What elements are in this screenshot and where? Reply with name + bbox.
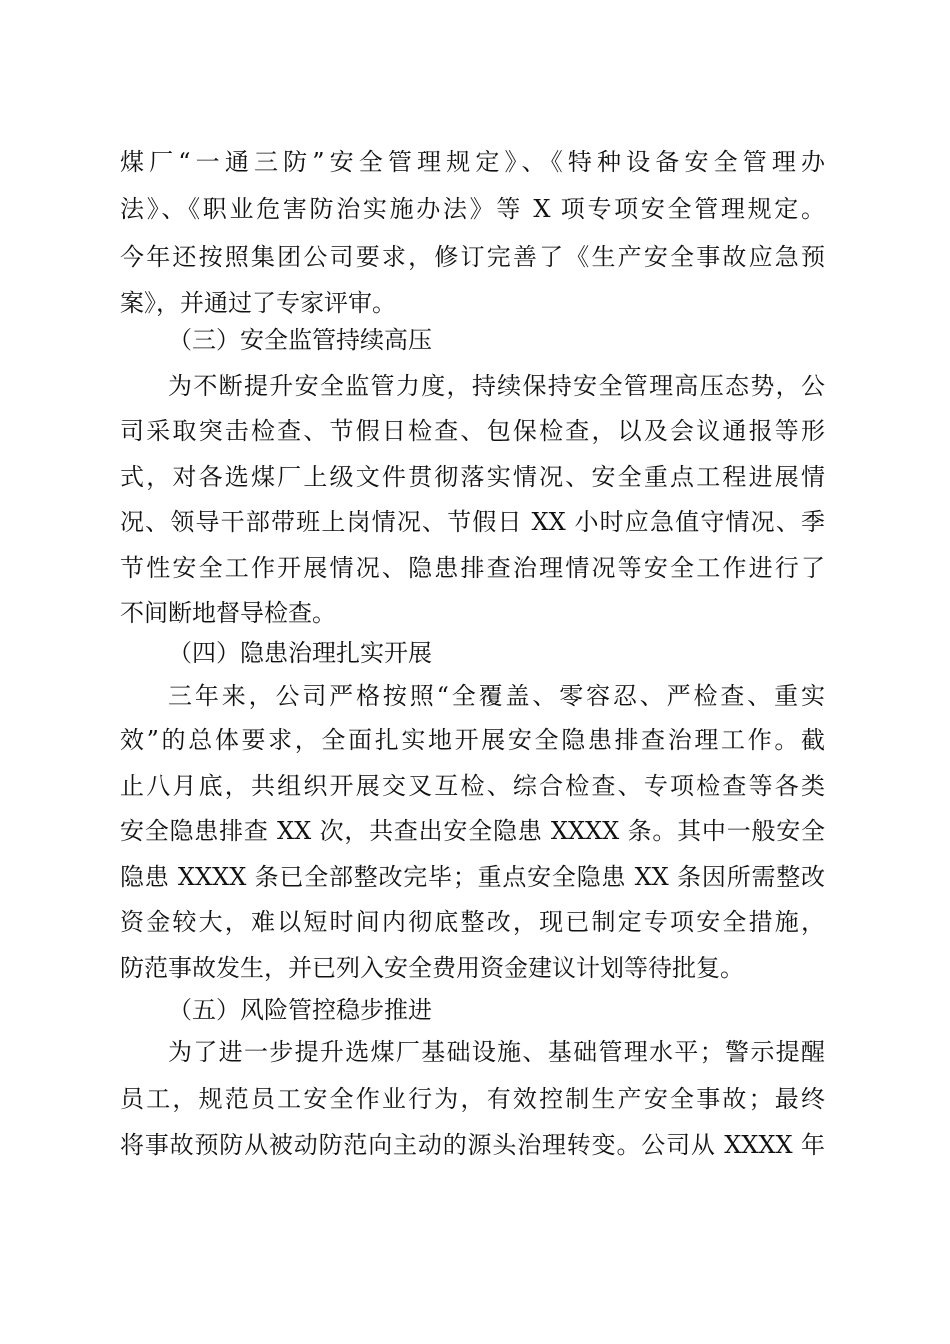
section-heading-4: （四）隐患治理扎实开展	[168, 639, 432, 667]
paragraph-line: 将事故预防从被动防范向主动的源头治理转变。公司从 XXXX 年	[120, 1131, 825, 1159]
paragraph-line: 为了进一步提升选煤厂基础设施、基础管理水平；警示提醒	[168, 1038, 825, 1066]
paragraph-line: 隐患 XXXX 条已全部整改完毕；重点安全隐患 XX 条因所需整改	[120, 863, 825, 891]
paragraph-line: 况、领导干部带班上岗情况、节假日 XX 小时应急值守情况、季	[120, 508, 825, 536]
section-heading-3: （三）安全监管持续高压	[168, 326, 432, 354]
paragraph-line: 为不断提升安全监管力度，持续保持安全管理高压态势，公	[168, 372, 825, 400]
paragraph-line: 司采取突击检查、节假日检查、包保检查，以及会议通报等形	[120, 417, 825, 445]
paragraph-line: 节性安全工作开展情况、隐患排查治理情况等安全工作进行了	[120, 554, 825, 582]
paragraph-line: 今年还按照集团公司要求，修订完善了《生产安全事故应急预	[120, 243, 825, 271]
paragraph-line: 法》、《职业危害防治实施办法》等 X 项专项安全管理规定。	[120, 195, 825, 223]
paragraph-line: 煤厂“一通三防”安全管理规定》、《特种设备安全管理办	[120, 148, 825, 176]
paragraph-line: 三年来，公司严格按照“全覆盖、零容忍、严检查、重实	[168, 682, 825, 710]
paragraph-line: 防范事故发生，并已列入安全费用资金建议计划等待批复。	[120, 954, 744, 982]
paragraph-line: 不间断地督导检查。	[120, 599, 336, 627]
paragraph-line: 止八月底，共组织开展交叉互检、综合检查、专项检查等各类	[120, 772, 825, 800]
section-heading-5: （五）风险管控稳步推进	[168, 996, 432, 1024]
paragraph-line: 安全隐患排查 XX 次，共查出安全隐患 XXXX 条。其中一般安全	[120, 817, 825, 845]
paragraph-line: 效”的总体要求，全面扎实地开展安全隐患排查治理工作。截	[120, 726, 825, 754]
paragraph-line: 式，对各选煤厂上级文件贯彻落实情况、安全重点工程进展情	[120, 463, 825, 491]
paragraph-line: 案》，并通过了专家评审。	[120, 289, 396, 317]
paragraph-line: 资金较大，难以短时间内彻底整改，现已制定专项安全措施，	[120, 908, 825, 936]
paragraph-line: 员工，规范员工安全作业行为，有效控制生产安全事故；最终	[120, 1085, 825, 1113]
